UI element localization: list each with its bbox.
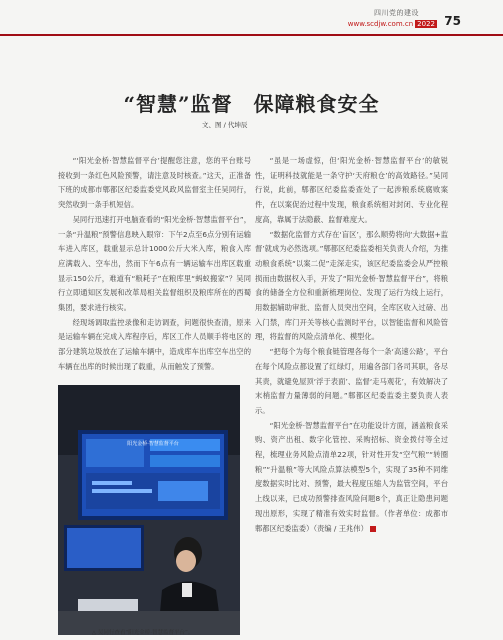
paragraph: “‘阳光金桥·智慧监督平台’提醒您注意，您的平台账号接收到一条红色风险预警，请注意及时核查。”这天，正准备下班的成都市郫都区纪委监委党风政风监督室主任吴同行，突然收到一条手机短信。	[58, 156, 251, 210]
right-column	[255, 154, 448, 536]
byline: 文、图 / 代坤辰	[202, 121, 248, 129]
page-number: 75	[444, 14, 461, 28]
paragraph: “虽是一场虚惊，但‘阳光金桥·智慧监督平台’的敏锐性，证明科技就能是一条守护‘天府粮仓’的高效路径。”吴同行说，此前，郫都区纪委监委查处了一起涉粮系统腐败案件，在以案促治过程中发现，粮食系统相对封闭、专业化程度高，靠属于法隐蔽、监督难度大。	[255, 156, 448, 224]
left-column	[58, 154, 251, 375]
issue-year: 2022	[417, 20, 435, 28]
magazine-name: 四川党的建设	[374, 9, 419, 17]
paragraph-text: “阳光金桥·智慧监督平台”在功能设计方面，涵盖粮食采购、资产出租、数字化管控、采购招标、资金拨付等全过程，梳理业务风险点清单22项，针对性开发“空气粮”“转圈粮”“升温粮”等大风险点算法模型5个，实现了35种不同维度数据实时比对、预警，最大程度压缩人为监管空间，平台上线以来，已成功预警排查风险问题8个，真正让隐患问题现出原形，实现了精准有效实时监督。（作者单位：成都市郫都区纪委监委）（责编 / 王兆伟）	[255, 420, 448, 533]
article-photo	[58, 385, 240, 635]
paragraph: “把每个为每个粮食链管理各每个一条‘高速公路’，平台在每个风险点都设置了红绿灯，用遍各部门各司其职，各尽其责，就避免屋顶‘浮于表面’、监督‘走马观花’，有效解决了末梢监督力量薄弱的问题。”郫都区纪委监委主要负责人表示。	[255, 347, 448, 415]
photo-illustration	[58, 385, 240, 635]
caption-triangle-icon: △	[92, 630, 96, 636]
paragraph: “数据化监督方式存在‘盲区’，那么顺势将向‘大数据+监督’就成为必然选项。”郫都区纪委监委相关负责人介绍，为推动粮食系统“以案二促”走深走实，该区纪委监委会从严控粮损而由数据权入手，开发了“阳光金桥·智慧监督平台”，将粮食的储备全方位和重新梳理岗位、发现了运行为线上运行，用数据辅助审批、监督人员突出空间，全库区收入过磅、出入门禁，库门开关等核心监测时平台，以智能监督和风险管理，将监督的风险点清单化、模型化。	[255, 229, 448, 342]
paragraph	[255, 419, 448, 537]
magazine-url	[348, 20, 437, 28]
caption-text: 吴同行查看“阳光金桥·智慧监督平台”。	[97, 630, 194, 636]
paragraph: 吴同行迅速打开电脑查看的“阳光金桥·智慧监督平台”，一条“升温粮”预警信息映入眼帘：下午2点至6点分别有运输车进入库区，载重显示总计1000公斤大米入库，粮食入库应满载入、空车出，然而下午6点有一辆运输车出库区载重显示150公斤，难道有“粮耗子”在粮库里“蚂蚁搬家”？吴同行立即通知区发展和改革局相关监督组织及粮库所在的西蜀集团，要求进行核实。	[58, 214, 251, 313]
paragraph: 经现场调取监控录像和走访调查，问题很快查清，原来是运输车辆在完成入库程序后，库区工作人员顺手将电区的部分建筑垃圾放在了运输车辆中，造成库车出库空车出空的车辆在出库的时候出现了载重，从而触发了预警。	[58, 317, 251, 371]
screen-text: 阳光金桥·智慧监督平台	[127, 441, 179, 447]
article-title: “智慧”监督 保障粮食安全	[123, 92, 380, 116]
url-text: www.scdjw.com.cn	[347, 20, 414, 28]
photo-caption	[92, 628, 193, 636]
end-mark-icon	[370, 526, 376, 532]
header-rule	[0, 34, 503, 36]
